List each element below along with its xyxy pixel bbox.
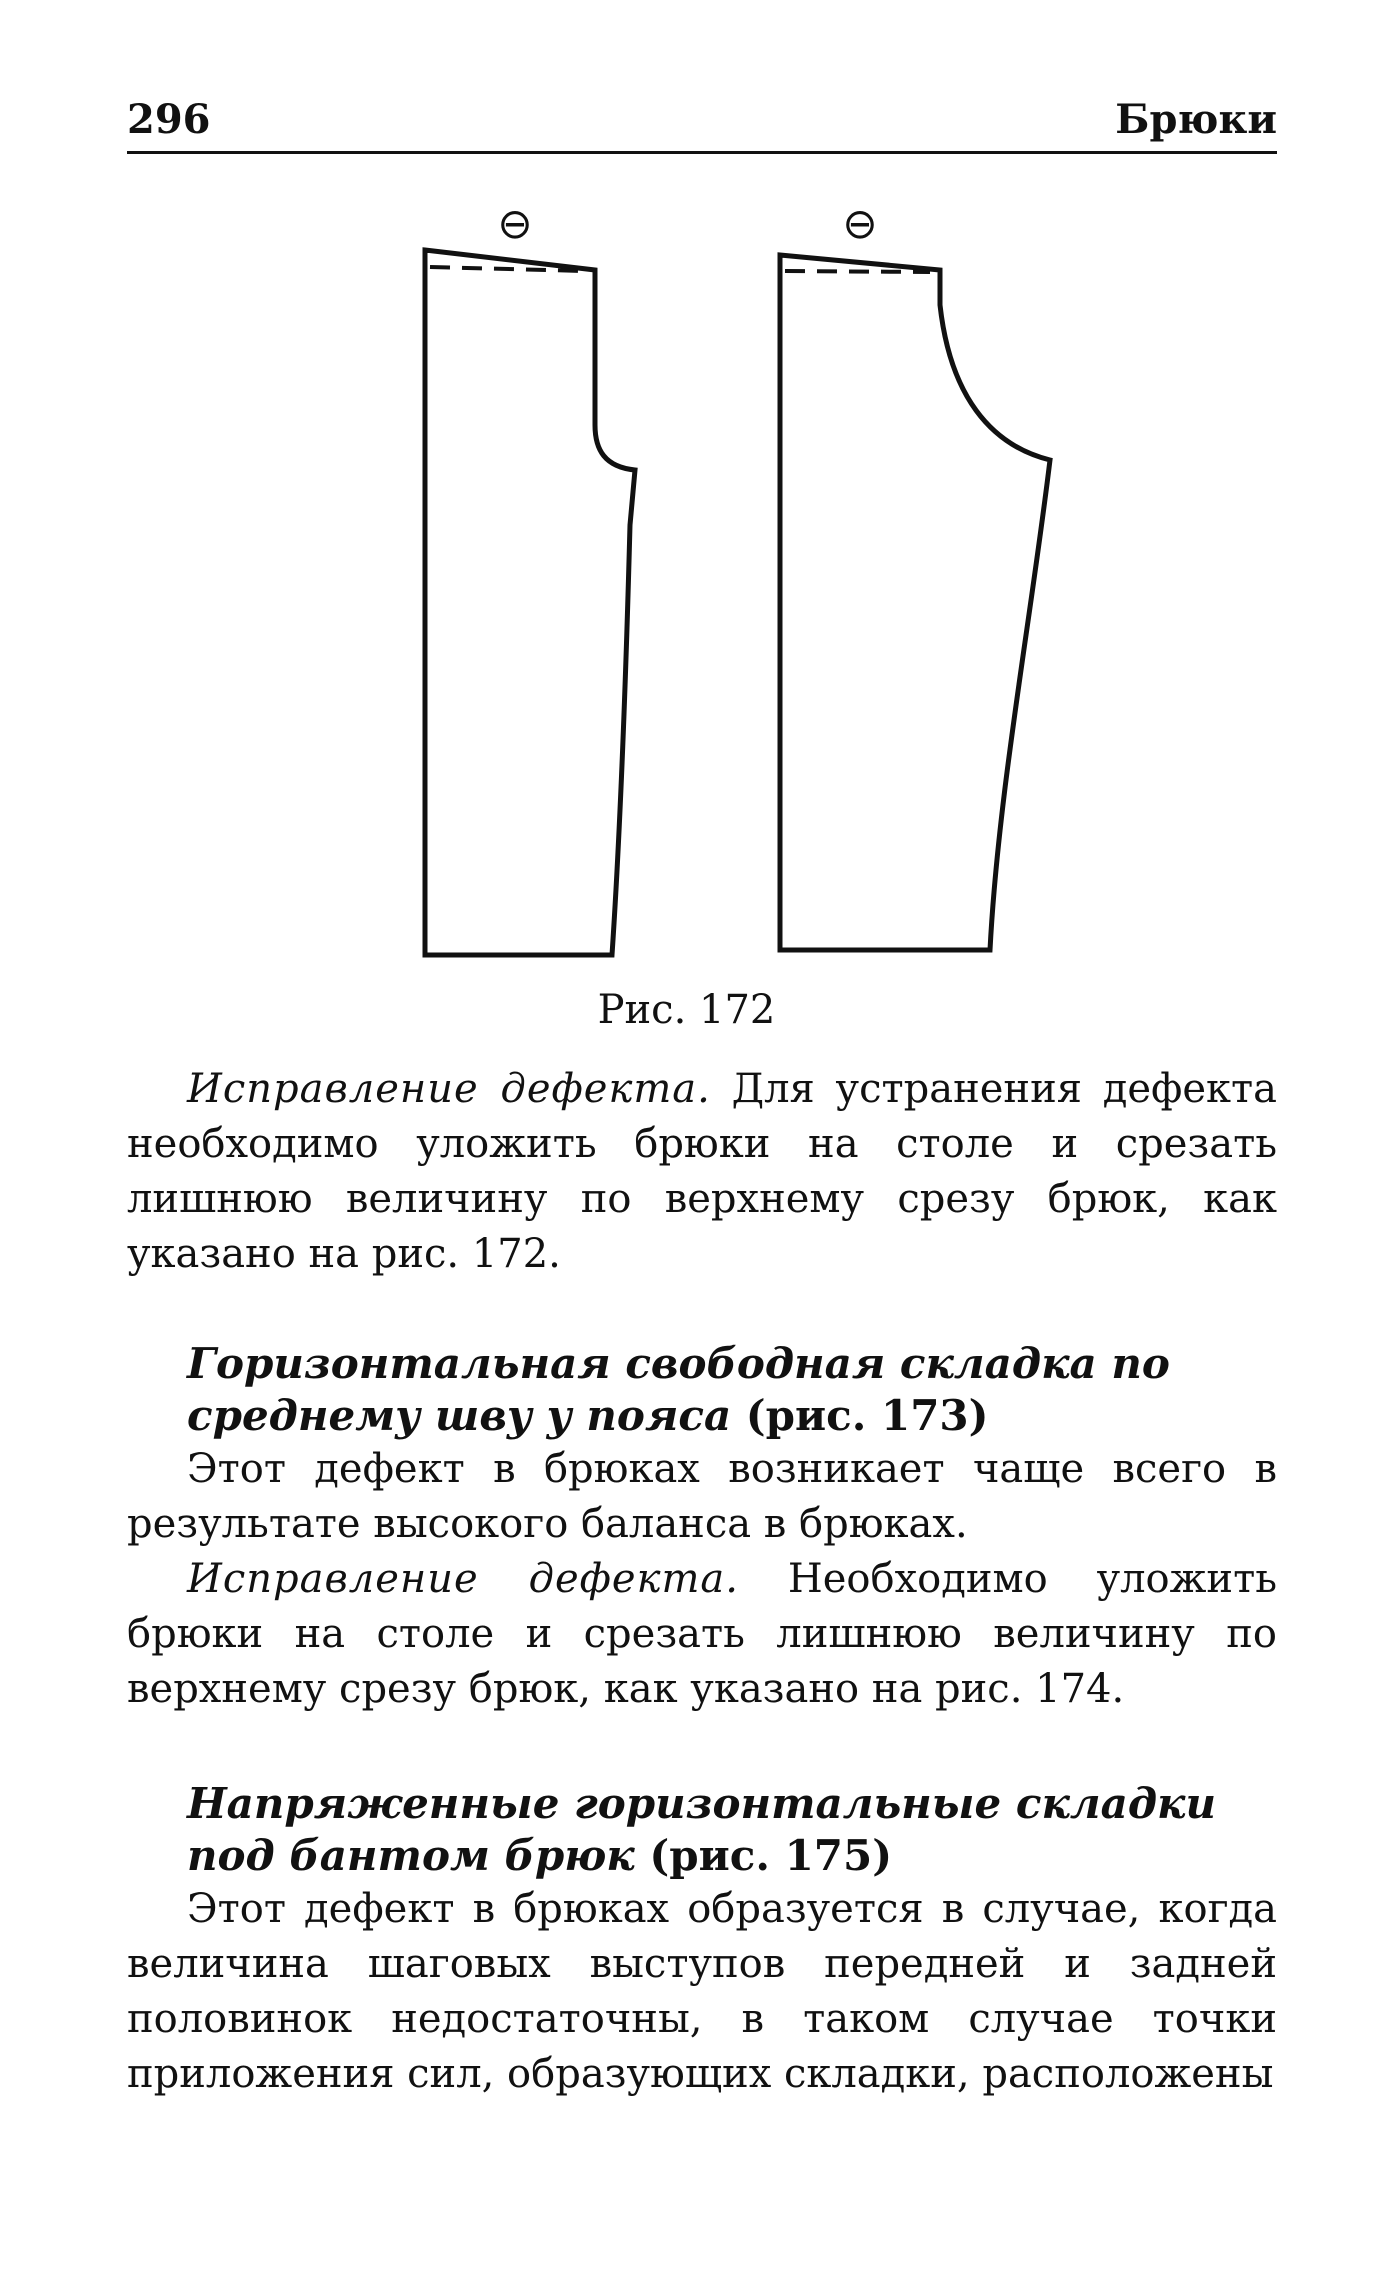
front-minus-marker: ⊖ (497, 199, 533, 248)
figure-caption: Рис. 172 (597, 987, 776, 1033)
section-heading-title: Горизонтальная свободная складка по среднему шву у пояса (187, 1339, 1170, 1440)
paragraph-text: Для устранения дефекта необходимо уложить брюки на столе и срезать лишнюю величину по верхнему срезу брюк, как указано на рис. 172. (127, 1066, 1277, 1277)
section-paragraph: Этот дефект в брюках возникает чаще всего в результате высокого баланса в брюках. (127, 1446, 1277, 1547)
section-tense-folds (127, 1778, 1277, 2102)
figure-172 (390, 195, 1090, 975)
section-heading (127, 1338, 1277, 1442)
section-horizontal-fold (127, 1338, 1277, 1717)
paragraph-text: Необходимо уложить брюки на столе и срезать лишнюю величину по верхнему срезу брюк, как указано на рис. 174. (127, 1556, 1277, 1712)
front-trouser-piece (425, 250, 635, 955)
back-minus-marker: ⊖ (842, 199, 878, 248)
page-number: 296 (127, 96, 211, 143)
paragraph-lead: Исправление дефекта. (187, 1556, 739, 1602)
section-heading-ref: (рис. 175) (634, 1831, 893, 1880)
back-trouser-piece (780, 255, 1050, 950)
back-cut-line (785, 271, 930, 272)
section-heading-title: Напряженные горизонтальные складки под бантом брюк (187, 1779, 1216, 1880)
running-title: Брюки (1115, 96, 1277, 143)
section-paragraph-correction (127, 1552, 1277, 1717)
section-paragraph: Этот дефект в брюках образуется в случае, когда величина шаговых выступов передней и задней половинок недостаточны, в таком случае точки приложения сил, образующих складки, расположены (127, 1886, 1277, 2097)
trouser-pattern-diagram (390, 195, 1090, 975)
paragraph-lead: Исправление дефекта. (187, 1066, 711, 1112)
section-heading-ref: (рис. 173) (731, 1391, 989, 1440)
page-header (127, 95, 1277, 154)
paragraph-correction-172 (127, 1062, 1277, 1282)
section-heading (127, 1778, 1277, 1882)
